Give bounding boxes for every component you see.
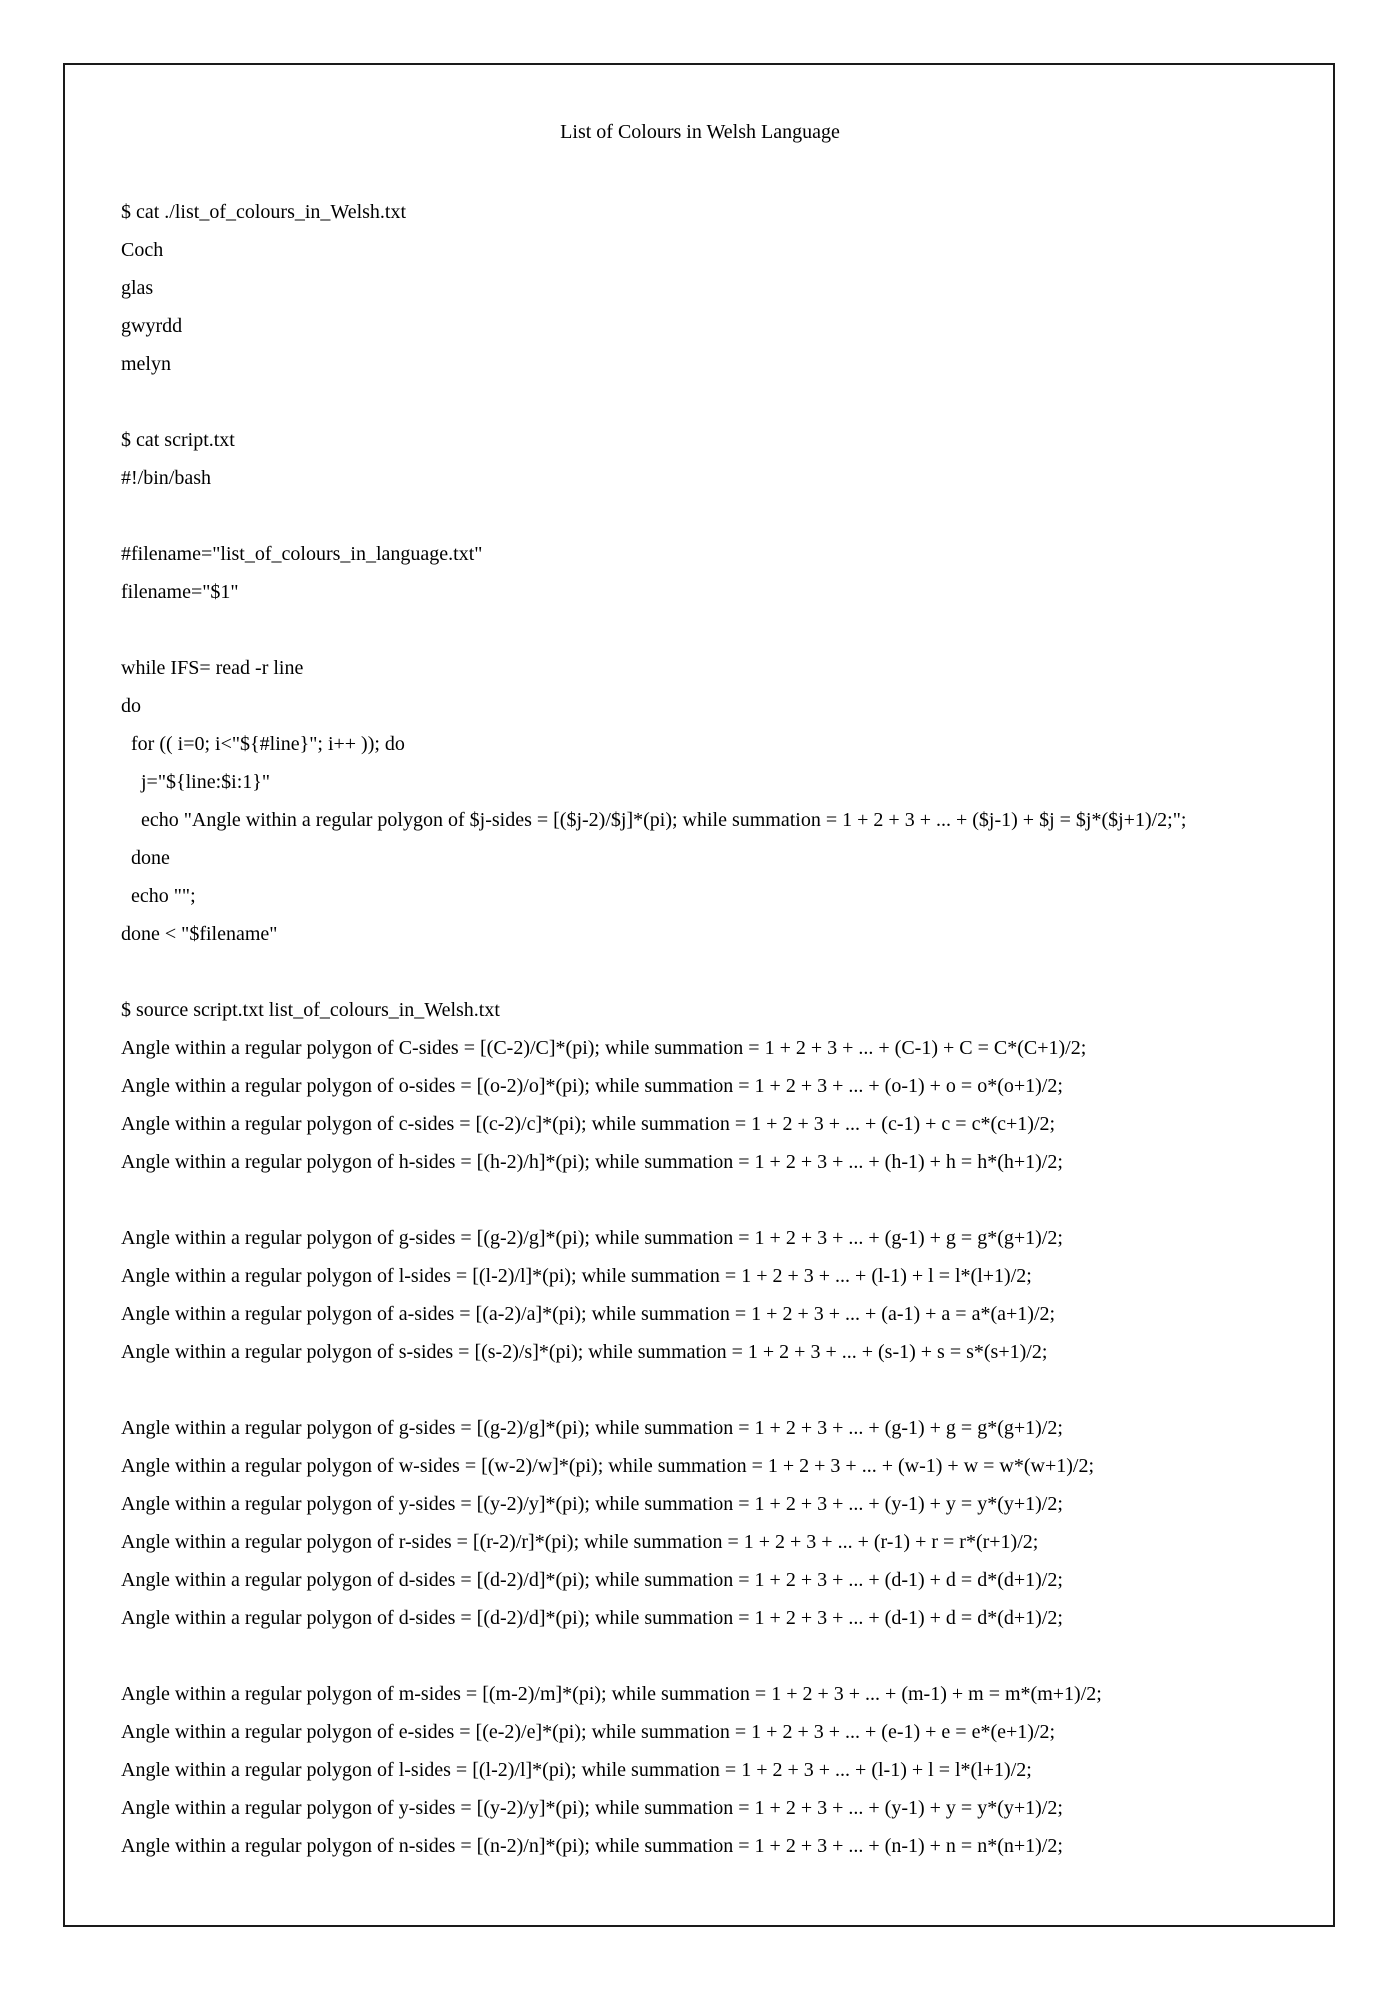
document-title: List of Colours in Welsh Language — [560, 121, 840, 143]
blank-line — [121, 611, 1301, 649]
text-line: Angle within a regular polygon of d-sides = [(d-2)/d]*(pi); while summation = 1 + 2 + 3 + ... + (d-1) + d = d*(d+1)/2; — [121, 1607, 1063, 1629]
text-line: Angle within a regular polygon of d-sides = [(d-2)/d]*(pi); while summation = 1 + 2 + 3 + ... + (d-1) + d = d*(d+1)/2; — [121, 1569, 1063, 1591]
text-line: $ cat script.txt — [121, 429, 235, 451]
text-line: glas — [121, 277, 154, 299]
text-line: $ source script.txt list_of_colours_in_Welsh.txt — [121, 999, 500, 1021]
text-line: Angle within a regular polygon of C-sides = [(C-2)/C]*(pi); while summation = 1 + 2 + 3 + ... + (C-1) + C = C*(C+1)/2; — [121, 1037, 1087, 1059]
blank-line — [121, 383, 1301, 421]
text-line: #filename="list_of_colours_in_language.txt" — [121, 543, 483, 565]
blank-line — [121, 1371, 1301, 1409]
text-line: Angle within a regular polygon of w-sides = [(w-2)/w]*(pi); while summation = 1 + 2 + 3 + ... + (w-1) + w = w*(w+1)/2; — [121, 1455, 1095, 1477]
text-line: Angle within a regular polygon of h-sides = [(h-2)/h]*(pi); while summation = 1 + 2 + 3 + ... + (h-1) + h = h*(h+1)/2; — [121, 1151, 1063, 1173]
text-line: done — [121, 847, 170, 869]
text-line: Angle within a regular polygon of y-sides = [(y-2)/y]*(pi); while summation = 1 + 2 + 3 + ... + (y-1) + y = y*(y+1)/2; — [121, 1493, 1063, 1515]
text-line: gwyrdd — [121, 315, 183, 337]
text-line: Coch — [121, 239, 164, 261]
blank-line — [121, 1181, 1301, 1219]
text-line: Angle within a regular polygon of l-sides = [(l-2)/l]*(pi); while summation = 1 + 2 + 3 + ... + (l-1) + l = l*(l+1)/2; — [121, 1759, 1032, 1781]
document-body — [121, 193, 1301, 1865]
text-line: while IFS= read -r line — [121, 657, 304, 679]
text-line: for (( i=0; i<"${#line}"; i++ )); do — [121, 733, 405, 755]
text-line: Angle within a regular polygon of n-sides = [(n-2)/n]*(pi); while summation = 1 + 2 + 3 + ... + (n-1) + n = n*(n+1)/2; — [121, 1835, 1063, 1857]
text-line: j="${line:$i:1}" — [121, 771, 271, 793]
text-line: $ cat ./list_of_colours_in_Welsh.txt — [121, 201, 407, 223]
text-line: #!/bin/bash — [121, 467, 211, 489]
text-line: Angle within a regular polygon of r-sides = [(r-2)/r]*(pi); while summation = 1 + 2 + 3 + ... + (r-1) + r = r*(r+1)/2; — [121, 1531, 1039, 1553]
text-line: do — [121, 695, 141, 717]
text-line: Angle within a regular polygon of g-sides = [(g-2)/g]*(pi); while summation = 1 + 2 + 3 + ... + (g-1) + g = g*(g+1)/2; — [121, 1417, 1063, 1439]
text-line: echo "Angle within a regular polygon of $j-sides = [($j-2)/$j]*(pi); while summation = 1 + 2 + 3 + ... + ($j-1) + $j = $j*($j+1)/2;"; — [121, 809, 1187, 831]
blank-line — [121, 497, 1301, 535]
text-line: Angle within a regular polygon of c-sides = [(c-2)/c]*(pi); while summation = 1 + 2 + 3 + ... + (c-1) + c = c*(c+1)/2; — [121, 1113, 1056, 1135]
text-line: Angle within a regular polygon of l-sides = [(l-2)/l]*(pi); while summation = 1 + 2 + 3 + ... + (l-1) + l = l*(l+1)/2; — [121, 1265, 1032, 1287]
text-line: Angle within a regular polygon of g-sides = [(g-2)/g]*(pi); while summation = 1 + 2 + 3 + ... + (g-1) + g = g*(g+1)/2; — [121, 1227, 1063, 1249]
text-line: filename="$1" — [121, 581, 239, 603]
text-line: melyn — [121, 353, 171, 375]
text-line: echo ""; — [121, 885, 196, 907]
text-line: Angle within a regular polygon of m-sides = [(m-2)/m]*(pi); while summation = 1 + 2 + 3 + ... + (m-1) + m = m*(m+1)/2; — [121, 1683, 1102, 1705]
text-line: done < "$filename" — [121, 923, 278, 945]
text-line: Angle within a regular polygon of e-sides = [(e-2)/e]*(pi); while summation = 1 + 2 + 3 + ... + (e-1) + e = e*(e+1)/2; — [121, 1721, 1056, 1743]
text-line: Angle within a regular polygon of o-sides = [(o-2)/o]*(pi); while summation = 1 + 2 + 3 + ... + (o-1) + o = o*(o+1)/2; — [121, 1075, 1063, 1097]
blank-line — [121, 1637, 1301, 1675]
text-line: Angle within a regular polygon of a-sides = [(a-2)/a]*(pi); while summation = 1 + 2 + 3 + ... + (a-1) + a = a*(a+1)/2; — [121, 1303, 1056, 1325]
blank-line — [121, 953, 1301, 991]
text-line: Angle within a regular polygon of s-sides = [(s-2)/s]*(pi); while summation = 1 + 2 + 3 + ... + (s-1) + s = s*(s+1)/2; — [121, 1341, 1048, 1363]
text-line: Angle within a regular polygon of y-sides = [(y-2)/y]*(pi); while summation = 1 + 2 + 3 + ... + (y-1) + y = y*(y+1)/2; — [121, 1797, 1063, 1819]
